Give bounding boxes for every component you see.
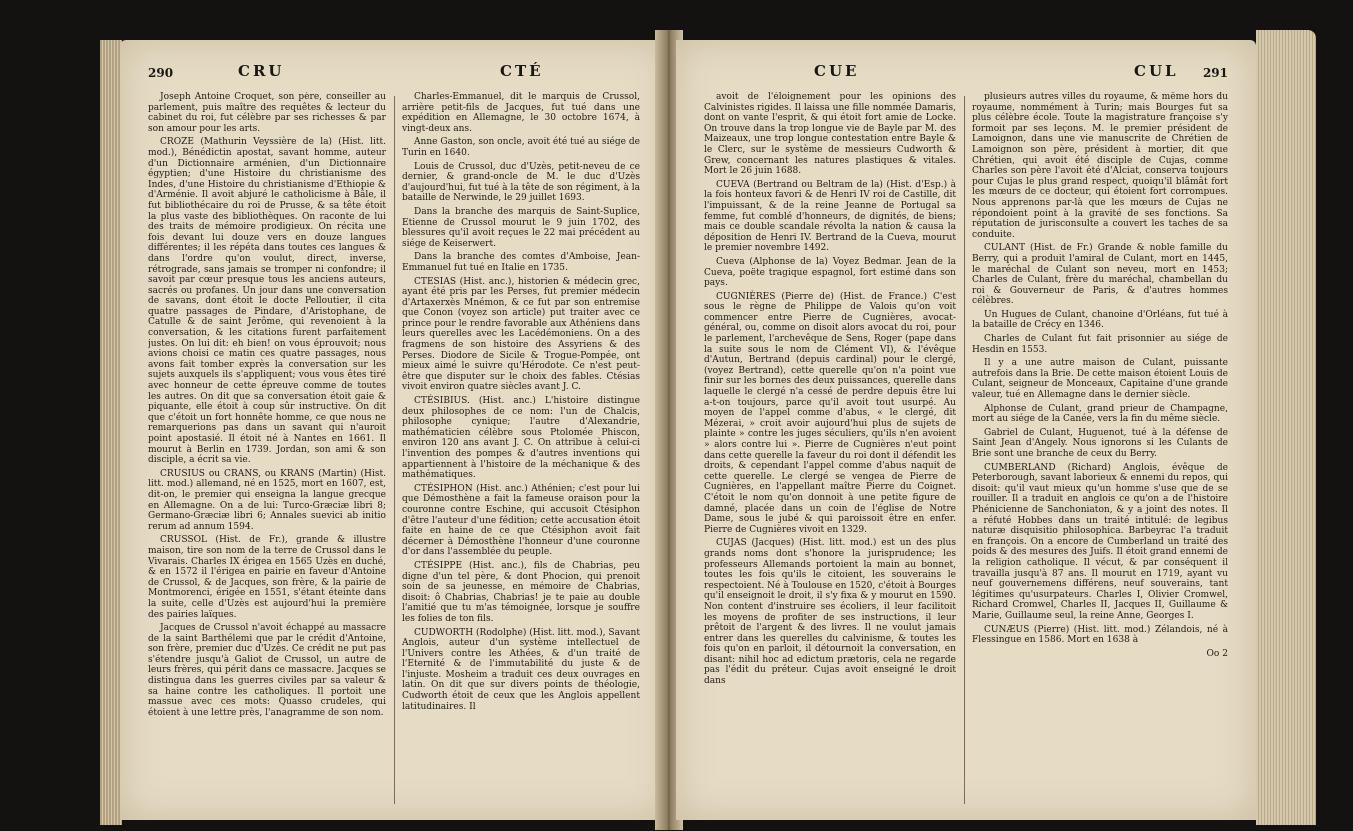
signature-mark: Oo 2 <box>1206 648 1228 659</box>
page-number: 290 <box>148 66 174 80</box>
running-head-word: CTÉ <box>500 62 544 80</box>
paragraph: CTÉSIBIUS. (Hist. anc.) L'histoire distingue deux philosophes de ce nom: l'un de Chalcis, philosophe cynique; l'autre d'Alexandrie, mathématicien célèbre sous Ptolomée Phiscon, environ 120 ans avant J. C. On attribue à celui-ci l'invention des pompes & d'autres inventions qui appartiennent à l'histoire de la méchanique & des mathématiques. <box>402 396 640 481</box>
paragraph: Jacques de Crussol n'avoit échappé au massacre de la saint Barthélemi que par le crédit d'Antoine, son frère, premier duc d'Uzès. Ce crédit ne put pas s'étendre jusqu'à Galiot de Crussol, un autre de leurs frères, qui périt dans ce massacre. Jacques se distingua dans les guerres civiles par sa valeur & sa haine contre les catholiques. Il portoit une massue avec ces mots: Quasso crudeles, qui étoient à une lettre près, l'anagramme de son nom. <box>148 623 386 718</box>
page-edges-left <box>100 40 122 825</box>
left-column-2 <box>402 92 640 806</box>
running-head-word: CUE <box>814 62 860 80</box>
paragraph: Joseph Antoine Croquet, son père, conseiller au parlement, puis maître des requêtes & lecteur du cabinet du roi, fut célèbre par ses richesses & par son amour pour les arts. <box>148 92 386 134</box>
paragraph: Un Hugues de Culant, chanoine d'Orléans, fut tué à la bataille de Crécy en 1346. <box>972 309 1228 331</box>
paragraph: Gabriel de Culant, Huguenot, tué à la défense de Saint Jean d'Angely. Nous ignorons si les Culants de Brie sont une branche de ceux du Berry. <box>972 427 1228 459</box>
paragraph: avoit de l'éloignement pour les opinions des Calvinistes rigides. Il laissa une fille nommée Damaris, dont on vante l'esprit, & qui étoit fort amie de Locke. On trouve dans la trop longue vie de Bayle par M. des Maizeaux, une trop longue contestation entre Bayle & le Clerc, sur le système de messieurs Cudworth & Grew, concernant les natures plastiques & vitales. Mort le 26 juin 1688. <box>704 92 956 177</box>
paragraph: CULANT (Hist. de Fr.) Grande & noble famille du Berry, qui a produit l'amiral de Culant, mort en 1445, le maréchal de Culant son neveu, mort en 1453; Charles de Culant, frère du maréchal, chambellan du roi & Gouverneur de Paris, & d'autres hommes célèbres. <box>972 243 1228 307</box>
right-column-2 <box>972 92 1228 806</box>
right-column-1 <box>704 92 956 806</box>
paragraph: Anne Gaston, son oncle, avoit été tué au siége de Turin en 1640. <box>402 137 640 158</box>
paragraph: CROZE (Mathurin Veyssière de la) (Hist. litt. mod.), Bénédictin apostat, savant homme, auteur d'un Dictionnaire arménien, d'un Dictionnaire égyptien; d'une Histoire du christianisme des Indes, d'une Histoire du christianisme d'Ethiopie & d'Arménie. Il avoit abjuré le catholicisme à Bâle, il fut bibliothécaire du roi de Prusse, & sa tête étoit la plus vaste des bibliothèques. On raconte de lui des traits de mémoire prodigieux. On récita une fois devant lui douze vers en douze langues différentes; il les répéta dans toutes ces langues & dans l'ordre qu'on voulut, direct, inverse, rétrograde, sans jamais se tromper ni confondre; il savoit par cœur presque tous les anciens auteurs, sacrés ou profanes. Un jour dans une conversation de savans, dont étoit le docte Pelloutier, il cita quatre passages de Pindare, d'Aristophane, de Catulle & de saint Jerôme, qui revenoient à la conversation, & les citations furent parfaitement justes. On lui dit: eh bien! on vous éprouvoit; nous avions choisi ce matin ces quatre passages, nous avons fait tomber exprès la conversation sur les sujets auxquels ils s'appliquent; vous vous êtes tiré avec honneur de cette épreuve comme de toutes les autres. On dit que sa conversation étoit gaie & piquante, elle étoit à coup sûr instructive. On dit que c'étoit un fort honnête homme, ce que nous ne remarquerions pas dans un savant qui n'auroit point apostasié. Il étoit né à Nantes en 1661. Il mourut à Berlin en 1739. Jordan, son ami & son disciple, a écrit sa vie. <box>148 137 386 466</box>
paragraph: Charles de Culant fut fait prisonnier au siége de Hesdin en 1553. <box>972 334 1228 355</box>
page-number: 291 <box>1202 66 1228 80</box>
paragraph: CTÉSIPHON (Hist. anc.) Athénien; c'est pour lui que Démosthène a fait la fameuse oraison pour la couronne contre Eschine, qui accusoit Ctésiphon d'être l'auteur d'une fédition; cette accusation étoit faite en haine de ce que Ctésiphon avoit fait décerner à Démosthène l'honneur d'une couronne d'or dans l'assemblée du peuple. <box>402 483 640 558</box>
left-running-head <box>148 60 640 88</box>
running-head-word: CUL <box>1134 62 1179 80</box>
column-divider <box>964 96 965 804</box>
running-head-word: CRU <box>238 62 285 80</box>
paragraph: CUDWORTH (Rodolphe) (Hist. litt. mod.), Savant Anglois, auteur d'un système intellectuel de l'Univers contre les Athées, & d'un traité de l'Eternité & de l'immutabilité du juste & de l'injuste. Mosheim a traduit ces deux ouvrages en latin. On dit que sur divers points de théologie, Cudworth étoit de ceux que les Anglois appellent latitudinaires. Il <box>402 627 640 712</box>
paragraph: plusieurs autres villes du royaume, & même hors du royaume, nommément à Turin; mais Bourges fut sa plus célèbre école. Toute la magistrature françoise s'y formoit par ses leçons. M. le premier président de Lamoignon, dans une vie manuscrite de Chrétien de Lamoignon son père, président à mortier, dit que Chrétien, qui avoit été disciple de Cujas, comme Charles son père l'avoit été d'Alciat, conserva toujours pour Cujas le plus grand respect, quoiqu'il blâmât fort les mœurs de ce docteur, qui étoient fort corrompues. Nous apprenons par-là que les mœurs de Cujas ne répondoient point à la gravité de ses fonctions. Sa réputation de jurisconsulte a couvert les taches de sa conduite. <box>972 92 1228 240</box>
column-divider <box>394 96 395 804</box>
left-page <box>120 40 668 820</box>
paragraph: CUMBERLAND (Richard) Anglois, évêque de Peterborough, savant laborieux & ennemi du repos, qui disoit: qu'il vaut mieux qu'un homme s'use que de se rouiller. Il a traduit en anglois ce qu'on a de l'histoire Phénicienne de Sanchoniaton, & y a joint des notes. Il a réfuté Hobbes dans un traité intitulé: de legibus naturæ disquisitio philosophica. Barbeyrac l'a traduit en françois. On a encore de Cumberland un traité des poids & des mesures des Juifs. Il étoit grand ennemi de la religion catholique. Il vécut, & par conséquent il travailla jusqu'à 87 ans. Il mourut en 1719, ayant vu neuf gouvernemens différens, neuf souverains, tant légitimes qu'usurpateurs. Charles I, Olivier Cromwel, Richard Cromwel, Charles II, Jacques II, Guillaume & Marie, Guillaume seul, la reine Anne, Georges I. <box>972 462 1228 621</box>
paragraph: Alphonse de Culant, grand prieur de Champagne, mort au siége de la Canée, vers la fin du même siècle. <box>972 403 1228 425</box>
paragraph: Dans la branche des marquis de Saint-Suplice, Etienne de Crussol mourut le 9 juin 1702, des blessures qu'il avoit reçues le 22 mai précédent au siége de Keiserwert. <box>402 206 640 249</box>
left-column-1 <box>148 92 386 806</box>
paragraph: CRUSSOL (Hist. de Fr.), grande & illustre maison, tire son nom de la terre de Crussol dans le Vivarais. Charles IX érigea en 1565 Uzès en duché, & en 1572 il l'érigea en pairie en faveur d'Antoine de Crussol, & de Jacques, son frère, & la pairie de Montmorenci, érigée en 1551, s'étant éteinte dans la suite, celle d'Uzès est aujourd'hui la première des pairies laïques. <box>148 535 386 620</box>
paragraph: CTÉSIPPE (Hist. anc.), fils de Chabrias, peu digne d'un tel père, & dont Phocion, qui prenoit soin de sa jeunesse, en mémoire de Chabrias, disoit: ô Chabrias, Chabrias! je te paie au double l'amitié que tu m'as témoignée, lorsque je souffre les folies de ton fils. <box>402 560 640 624</box>
paragraph: Dans la branche des comtes d'Amboise, Jean-Emmanuel fut tué en Italie en 1735. <box>402 252 640 273</box>
paragraph: CTESIAS (Hist. anc.), historien & médecin grec, ayant été pris par les Perses, fut premier médecin d'Artaxerxès Mnémon, & ce fut par son entremise que Conon (voyez son article) put traiter avec ce prince pour le rendre favorable aux Athéniens dans leurs querelles avec les Lacédémoniens. On a des fragmens de son histoire des Assyriens & des Perses. Diodore de Sicile & Trogue-Pompée, ont mieux aimé le suivre qu'Hérodote. Ce n'est peut-être que disputer sur le choix des fables. Ctésias vivoit environ quatre siècles avant J. C. <box>402 276 640 393</box>
page-edges-right <box>1256 30 1316 825</box>
paragraph: CRUSIUS ou CRANS, ou KRANS (Martin) (Hist. litt. mod.) allemand, né en 1525, mort en 1607, est, dit-on, le premier qui enseigna la langue grecque en Allemagne. On a de lui: Turco-Græciæ libri 8; Germano-Græciæ libri 6; Annales suevici ab initio rerum ad annum 1594. <box>148 468 386 532</box>
paragraph: Il y a une autre maison de Culant, puissante autrefois dans la Brie. De cette maison étoient Louis de Culant, seigneur de Monceaux, Capitaine d'une grande valeur, tué en Allemagne dans le dernier siècle. <box>972 358 1228 401</box>
paragraph: CUJAS (Jacques) (Hist. litt. mod.) est un des plus grands noms dont s'honore la jurisprudence; les professeurs Allemands portoient la main au bonnet, toutes les fois qu'ils le citoient, les souverains le respectoient. Né à Toulouse en 1520, c'étoit à Bourges qu'il enseignoit le droit, il s'y fixa & y mourut en 1590. Non content d'instruire ses écoliers, il leur facilitoit les moyens de profiter de ses instructions, il leur prêtoit de l'argent & des livres. Il ne voulut jamais entrer dans les querelles du calvinisme, & toutes les fois qu'on en parloit, il détournoit la conversation, en disant: nihil hoc ad edictum prætoris, cela ne regarde pas l'édit du préteur. Cujas avoit enseigné le droit dans <box>704 538 956 687</box>
right-page <box>676 40 1256 820</box>
paragraph: CUNÆUS (Pierre) (Hist. litt. mod.) Zélandois, né à Flessingue en 1586. Mort en 1638 à <box>972 624 1228 646</box>
paragraph: Louis de Crussol, duc d'Uzès, petit-neveu de ce dernier, & grand-oncle de M. le duc d'Uzès d'aujourd'hui, fut tué à la tête de son régiment, à la bataille de Nerwinde, le 29 juillet 1693. <box>402 161 640 204</box>
paragraph: CUEVA (Bertrand ou Beltram de la) (Hist. d'Esp.) à la fois honteux favori & de Henri IV roi de Castille, dit l'impuissant, & de la reine Jeanne de Portugal sa femme, fut comblé d'honneurs, de dignités, de biens; mais ce double scandale révolta la nation & causa la déposition de Henri IV. Bertrand de la Cueva, mourut le premier novembre 1492. <box>704 179 956 254</box>
right-running-head <box>704 60 1228 88</box>
paragraph: Charles-Emmanuel, dit le marquis de Crussol, arrière petit-fils de Jacques, fut tué dans une expédition en Allemagne, le 30 octobre 1674, à vingt-deux ans. <box>402 92 640 134</box>
paragraph: Cueva (Alphonse de la) Voyez Bedmar. Jean de la Cueva, poëte tragique espagnol, fort estimé dans son pays. <box>704 256 956 289</box>
paragraph: CUGNIÈRES (Pierre de) (Hist. de France.) C'est sous le règne de Philippe de Valois qu'on voit commencer entre Pierre de Cugnières, avocat-général, ou, comme on disoit alors avocat du roi, pour le parlement, l'archevêque de Sens, Roger (pape dans la suite sous le nom de Clément VI), & l'évêque d'Autun, Bertrand (depuis cardinal) pour le clergé, (voyez Bertrand), cette querelle qu'on n'a point vue finir sur les bornes des deux puissances, querelle dans laquelle le clergé n'a cessé de perdre depuis être lui a-t-on toujours, parce qu'il avoit tout usurpé. Au moyen de l'appel comme d'abus, « le clergé, dit Mézerai, » croit avoir aujourd'hui plus de sujets de plainte » contre les juges séculiers, qu'ils n'en avoient » alors contre lui ». Pierre de Cugnières n'eut point dans cette querelle la faveur du roi dont il défendit les droits, & cependant l'appel comme d'abus naquit de cette querelle. Le clergé se vengea de Pierre de Cugnières, en l'appellant maître Pierre du Coignet. C'étoit le nom qu'on donnoit à une petite figure de damné, placée dans un coin de l'église de Notre Dame, sous le jubé & qui paroissoit être en enfer. Pierre de Cugnières vivoit en 1329. <box>704 291 956 535</box>
